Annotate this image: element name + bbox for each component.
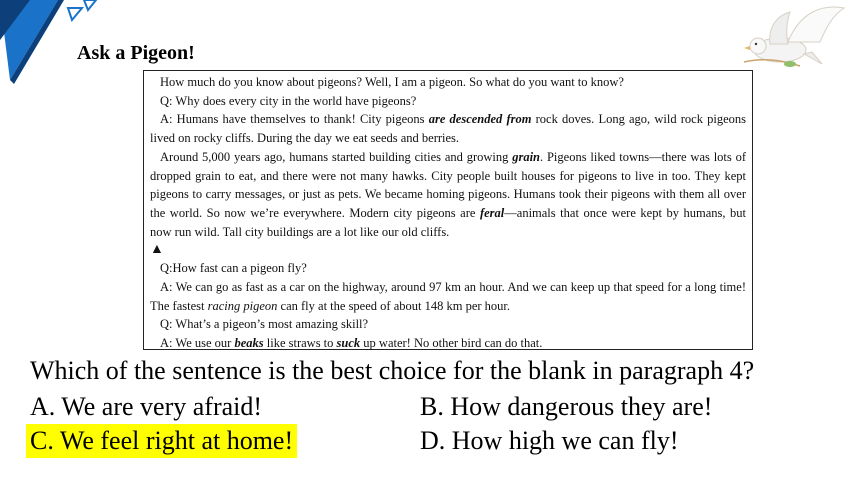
passage-answer-3: A: We use our beaks like straws to suck up water! No other bird can do that. <box>160 336 543 351</box>
blank-triangle-marker: ▲ <box>150 242 164 258</box>
option-b[interactable]: B. How dangerous they are! <box>420 392 713 421</box>
passage-paragraph-3: Around 5,000 years ago, humans started building cities and growing grain. Pigeons liked towns—there was lots of dropped grain to eat, and there were not many hawks. City people built houses for pigeons to live in too. They kept pigeons to carry messages, or just as pets. We became homing pigeons. Humans took their pigeons with them all over the world. So now we’re everywhere. Modern city pigeons are feral—animals that once were kept by humans, but now run wild. Tall city buildings are a lot like our old cliffs. <box>150 149 747 239</box>
passage-question-1: Q: Why does every city in the world have pigeons? <box>160 93 417 108</box>
page-heading: Ask a Pigeon! <box>77 42 195 64</box>
passage-question-2: Q:How fast can a pigeon fly? <box>160 261 307 276</box>
option-d[interactable]: D. How high we can fly! <box>420 426 679 455</box>
option-c-highlighted[interactable]: C. We feel right at home! <box>26 424 297 458</box>
dove-icon <box>740 2 860 72</box>
passage-answer-1: A: Humans have themselves to thank! City pigeons are descended from rock doves. Long ago, wild rock pigeons lived on rocky cliffs. During the day we eat seeds and berries. <box>150 112 746 146</box>
question-text: Which of the sentence is the best choice for the blank in paragraph 4? <box>30 356 755 385</box>
passage-intro: How much do you know about pigeons? Well, I am a pigeon. So what do you want to know? <box>160 75 624 89</box>
passage-answer-2: A: We can go as fast as a car on the highway, around 97 km an hour. And we can keep up that speed for a long time! The fastest racing pigeon can fly at the speed of about 148 km per hour. <box>150 280 746 313</box>
option-a[interactable]: A. We are very afraid! <box>30 392 263 421</box>
reading-passage <box>143 70 753 350</box>
passage-question-3: Q: What’s a pigeon’s most amazing skill? <box>160 317 369 332</box>
